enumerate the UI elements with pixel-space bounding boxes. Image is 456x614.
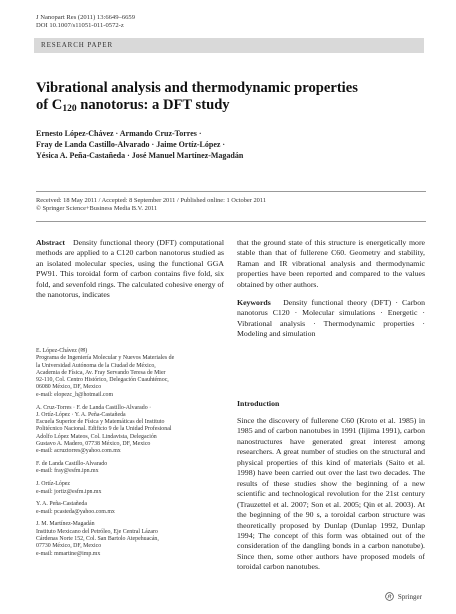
- author-list: [36, 128, 436, 161]
- affiliation-line: Politécnico Nacional. Edificio 9 de la Unidad Profesional: [36, 426, 172, 433]
- keywords: [237, 298, 425, 340]
- affiliation-line: F. de Landa Castillo-Alvarado: [36, 461, 108, 468]
- affiliation-line: J. Ortíz-López · Y. A. Peña-Castañeda: [36, 411, 126, 418]
- abstract-continued: that the ground state of this structure is energetically more stable than that of fullerene C60. Geometry and stability, Raman and IR vibrational analysis and thermodynamic properties have been reported and compared to the values obtained by other authors.: [237, 238, 425, 289]
- affiliation-block: [36, 348, 224, 399]
- section-label: RESEARCH PAPER: [41, 41, 114, 49]
- author-line-1: Ernesto López-Chávez · Armando Cruz-Torres ·: [36, 129, 202, 138]
- affiliation-line: 07730 México, DF, Mexico: [36, 543, 102, 550]
- journal-citation: J Nanopart Res (2011) 13:6649–6659: [36, 14, 136, 21]
- affiliations: [36, 348, 224, 563]
- page-footer: [385, 592, 422, 601]
- affiliation-block: [36, 501, 224, 516]
- copyright-line: © Springer Science+Business Media B.V. 2011: [36, 205, 158, 213]
- introduction-heading: Introduction: [237, 399, 280, 408]
- introduction-text: Since the discovery of fullerene C60 (Kroto et al. 1985) in 1985 and of carbon nanotubes in 1991 (Iijima 1991), carbon nanostructures have generated great interest among researchers. A great number of studies on the structural and physical properties of this kind of materials (Saito et al. 1998) have been carried out over the last two decades. The results of these studies show the beginning of a new scientific and technological revolution for the 21st century (Trauzettel et al. 2007; Son et al. 2005; Qin et al. 2003). At the beginning of the 90 s, a toroidal carbon structure was theoretically proposed by Dunlap (Dunlap 1992, Dunlap 1994; The concept of this form was obtained out of the consideration of the dangling bonds in a carbon nanotube). Since then, some other authors have proposed models of toroidal carbon nanotubes.: [237, 416, 425, 572]
- affiliation-line: J. M. Martínez-Magadán: [36, 521, 95, 528]
- title-line-1: Vibrational analysis and thermodynamic properties: [36, 80, 358, 96]
- publication-dates: [36, 197, 266, 214]
- title-line-2-pre: of C: [36, 97, 63, 113]
- keywords-text: Density functional theory (DFT) · Carbon nanotorus C120 · Molecular simulations · Energetic · Vibrational analysis · Thermodynamic properties · Modeling and simulation: [237, 298, 425, 339]
- affiliation-line: Academia de Física, Av. Fray Servando Teresa de Mier: [36, 369, 166, 376]
- affiliation-block: [36, 461, 224, 476]
- keywords-label: Keywords: [237, 298, 271, 307]
- affiliation-line: e-mail: elopezc_h@hotmail.com: [36, 391, 114, 398]
- publisher-name: Springer: [397, 592, 422, 601]
- affiliation-line: e-mail: fray@esfm.ipn.mx: [36, 468, 99, 475]
- affiliation-line: A. Cruz-Torres · F. de Landa Castillo-Alvarado ·: [36, 404, 152, 411]
- affiliation-line: 06080 México, DF, Mexico: [36, 384, 102, 391]
- affiliation-block: [36, 481, 224, 496]
- affiliation-line: Gustavo A. Madero, 07738 México, DF, Mexico: [36, 441, 151, 448]
- affiliation-line: J. Ortíz-López: [36, 481, 71, 488]
- abstract-label: Abstract: [36, 238, 66, 247]
- affiliation-line: Instituto Mexicano del Petróleo, Eje Central Lázaro: [36, 528, 158, 535]
- title-line-2-post: nanotorus: a DFT study: [76, 97, 230, 113]
- affiliation-block: [36, 405, 224, 456]
- affiliation-line: e-mail: pcasteda@yahoo.com.mx: [36, 508, 115, 515]
- paper-title: [36, 80, 426, 114]
- abstract-text: Density functional theory (DFT) computational methods are applied to a C120 carbon nanotorus studied as an isolated molecular species, using the functional GGA PW91. This toroidal form of carbon contains five fold, six fold, and sevenfold rings. The calculated cohesive energy of the nanotorus, indicates: [36, 238, 224, 300]
- divider-top: [36, 191, 426, 192]
- affiliation-line: E. López-Chávez (✉): [36, 348, 88, 354]
- affiliation-line: Programa de Ingeniería Molecular y Nuevos Materiales de: [36, 355, 175, 362]
- affiliation-line: e-mail: mmartine@imp.mx: [36, 550, 101, 557]
- affiliation-line: Adolfo López Mateos, Col. Lindavista, Delegación: [36, 433, 157, 440]
- affiliation-line: 92-110, Col. Centro Histórico, Delegación Cuauhtémoc,: [36, 377, 169, 384]
- doi: DOI 10.1007/s11051-011-0572-z: [36, 22, 124, 30]
- affiliation-line: Y. A. Peña-Castañeda: [36, 501, 87, 508]
- author-line-2: Fray de Landa Castillo-Alvarado · Jaime Ortíz-López ·: [36, 140, 226, 149]
- section-bar: [34, 38, 424, 53]
- title-line-2: [36, 97, 426, 114]
- affiliation-line: Escuela Superior de Física y Matemáticas del Instituto: [36, 419, 165, 426]
- journal-header: [36, 14, 135, 31]
- dates-line-1: Received: 18 May 2011 / Accepted: 8 September 2011 / Published online: 1 October 2011: [36, 197, 267, 204]
- affiliation-line: e-mail: acruztorres@yahoo.com.mx: [36, 448, 121, 455]
- affiliation-block: [36, 521, 224, 557]
- affiliation-line: Cárdenas Norte 152, Col. San Bartolo Atepehuacán,: [36, 536, 159, 543]
- springer-horse-icon: [385, 592, 394, 601]
- divider-bottom: [36, 221, 426, 222]
- abstract: [36, 238, 224, 301]
- title-line-2-sub: 120: [62, 104, 77, 114]
- author-line-3: Yésica A. Peña-Castañeda · José Manuel Martínez-Magadán: [36, 151, 244, 160]
- affiliation-line: e-mail: jortiz@esfm.ipn.mx: [36, 488, 102, 495]
- affiliation-line: la Universidad Autónoma de la Ciudad de México,: [36, 362, 156, 369]
